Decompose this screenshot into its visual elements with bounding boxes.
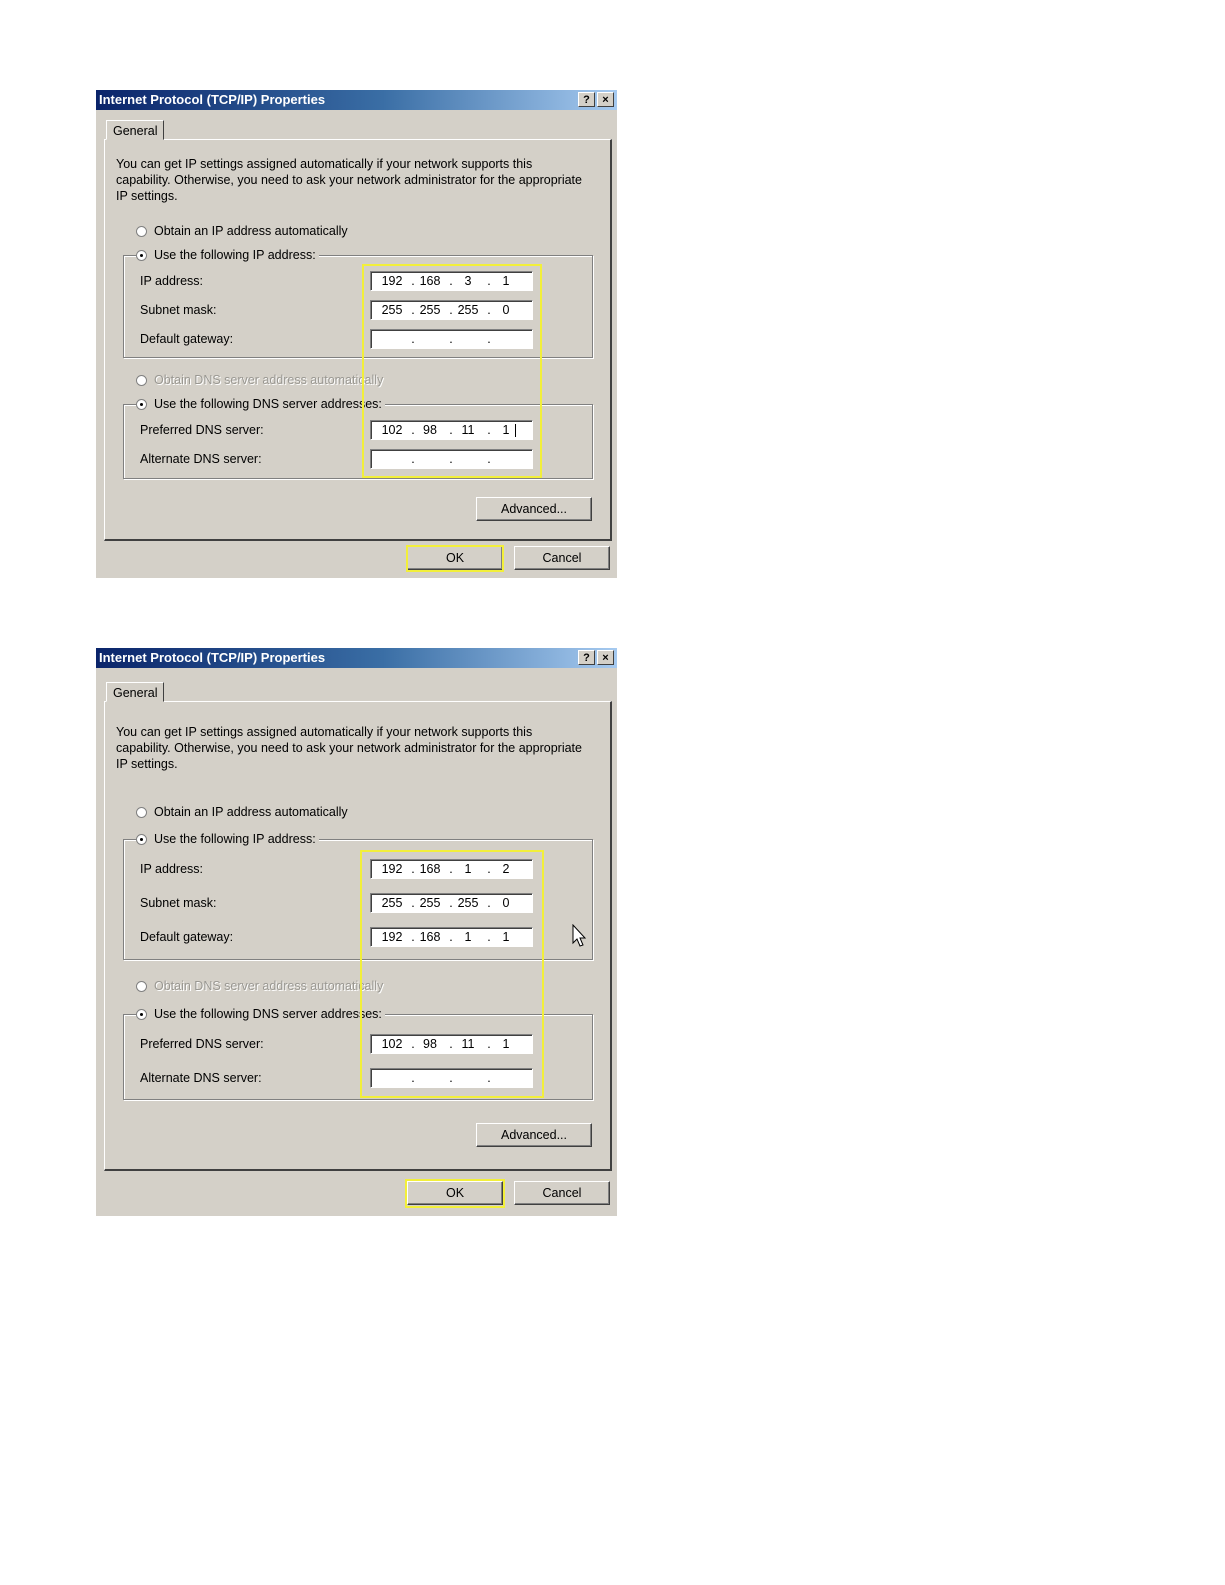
ip-octet-field[interactable]: 192 xyxy=(381,274,403,288)
ip-octet-separator: . xyxy=(487,274,491,288)
radio-use-dns-label: Use the following DNS server addresses: xyxy=(154,1007,382,1021)
radio-use-ip-icon xyxy=(136,250,147,261)
default-gateway-input[interactable] xyxy=(370,329,533,349)
ip-octet-separator: . xyxy=(487,1071,491,1085)
radio-use-ip-icon xyxy=(136,834,147,845)
help-button[interactable]: ? xyxy=(578,92,595,107)
ip-octet-separator: . xyxy=(449,303,453,317)
radio-obtain-ip-label: Obtain an IP address automatically xyxy=(154,224,348,238)
radio-use-dns[interactable] xyxy=(136,395,385,413)
ip-octet-field[interactable]: 255 xyxy=(457,896,479,910)
ip-octet-separator: . xyxy=(411,1037,415,1051)
ip-octet-separator: . xyxy=(487,452,491,466)
default-gateway-label: Default gateway: xyxy=(140,332,234,346)
radio-use-ip[interactable] xyxy=(136,830,319,848)
radio-use-dns-icon xyxy=(136,1009,147,1020)
tcpip-properties-dialog-1 xyxy=(96,90,617,578)
ip-octet-field[interactable]: 255 xyxy=(457,303,479,317)
help-button[interactable]: ? xyxy=(578,650,595,665)
ip-octet-field[interactable]: 168 xyxy=(419,862,441,876)
ip-octet-separator: . xyxy=(411,930,415,944)
ip-address-label: IP address: xyxy=(140,274,204,288)
ok-button[interactable]: OK xyxy=(407,1181,503,1205)
radio-obtain-dns-icon xyxy=(136,375,147,386)
dialog-title: Internet Protocol (TCP/IP) Properties xyxy=(99,92,326,107)
radio-obtain-ip-label: Obtain an IP address automatically xyxy=(154,805,348,819)
advanced-button[interactable]: Advanced... xyxy=(476,1123,592,1147)
ip-octet-separator: . xyxy=(411,1071,415,1085)
ok-button[interactable]: OK xyxy=(407,546,503,570)
alternate-dns-label: Alternate DNS server: xyxy=(140,1071,262,1085)
radio-obtain-ip[interactable] xyxy=(136,222,348,240)
dialog-title: Internet Protocol (TCP/IP) Properties xyxy=(99,650,326,665)
default-gateway-input[interactable] xyxy=(370,927,533,947)
tab-general[interactable]: General xyxy=(106,120,164,140)
text-caret xyxy=(515,424,516,437)
ip-octet-separator: . xyxy=(449,896,453,910)
ip-octet-separator: . xyxy=(449,452,453,466)
ip-octet-field[interactable]: 3 xyxy=(464,274,472,288)
subnet-mask-input[interactable] xyxy=(370,300,533,320)
ip-octet-separator: . xyxy=(449,862,453,876)
alternate-dns-input[interactable] xyxy=(370,449,533,469)
subnet-mask-label: Subnet mask: xyxy=(140,303,217,317)
ip-address-label: IP address: xyxy=(140,862,204,876)
preferred-dns-input[interactable] xyxy=(370,1034,533,1054)
close-button[interactable]: × xyxy=(597,92,614,107)
intro-text: You can get IP settings assigned automatically if your network supports this capability. Otherwise, you need to ask your network administrator for the appropriate IP settings. xyxy=(116,725,582,771)
ip-octet-field[interactable]: 2 xyxy=(502,862,510,876)
arrow-pointer-icon xyxy=(572,924,588,948)
ip-octet-field[interactable]: 102 xyxy=(381,1037,403,1051)
ip-octet-field[interactable]: 168 xyxy=(419,930,441,944)
ip-octet-separator: . xyxy=(411,274,415,288)
ip-octet-field[interactable]: 0 xyxy=(502,303,510,317)
ip-octet-field[interactable]: 168 xyxy=(419,274,441,288)
radio-obtain-dns-label: Obtain DNS server address automatically xyxy=(154,373,384,387)
intro-text: You can get IP settings assigned automatically if your network supports this capability. Otherwise, you need to ask your network administrator for the appropriate IP settings. xyxy=(116,157,582,203)
ip-octet-separator: . xyxy=(487,862,491,876)
ip-octet-field[interactable]: 255 xyxy=(419,303,441,317)
ip-octet-separator: . xyxy=(411,423,415,437)
ip-octet-field[interactable]: 98 xyxy=(423,1037,437,1051)
radio-obtain-ip-icon xyxy=(136,807,147,818)
ip-address-input[interactable] xyxy=(370,271,533,291)
ip-octet-separator: . xyxy=(411,896,415,910)
ip-octet-separator: . xyxy=(411,862,415,876)
ip-octet-field[interactable]: 11 xyxy=(461,423,475,437)
dialog-titlebar[interactable] xyxy=(96,648,617,668)
radio-obtain-dns-icon xyxy=(136,981,147,992)
ip-octet-field[interactable]: 0 xyxy=(502,896,510,910)
ip-octet-separator: . xyxy=(449,1037,453,1051)
radio-use-ip-label: Use the following IP address: xyxy=(154,248,316,262)
close-button[interactable]: × xyxy=(597,650,614,665)
ip-octet-separator: . xyxy=(487,896,491,910)
subnet-mask-input[interactable] xyxy=(370,893,533,913)
ip-octet-field[interactable]: 98 xyxy=(423,423,437,437)
ip-address-input[interactable] xyxy=(370,859,533,879)
radio-use-dns-label: Use the following DNS server addresses: xyxy=(154,397,382,411)
subnet-mask-label: Subnet mask: xyxy=(140,896,217,910)
ip-octet-separator: . xyxy=(449,930,453,944)
radio-use-dns[interactable] xyxy=(136,1005,385,1023)
ip-octet-separator: . xyxy=(449,274,453,288)
preferred-dns-label: Preferred DNS server: xyxy=(140,1037,264,1051)
ip-octet-field[interactable]: 255 xyxy=(381,896,403,910)
ip-octet-separator: . xyxy=(487,1037,491,1051)
ip-octet-field[interactable]: 1 xyxy=(464,862,472,876)
ip-octet-field[interactable]: 1 xyxy=(502,423,510,437)
preferred-dns-label: Preferred DNS server: xyxy=(140,423,264,437)
ip-octet-separator: . xyxy=(487,332,491,346)
alternate-dns-input[interactable] xyxy=(370,1068,533,1088)
ip-octet-separator: . xyxy=(411,452,415,466)
ip-octet-separator: . xyxy=(449,423,453,437)
ip-octet-field[interactable]: 192 xyxy=(381,862,403,876)
tab-general[interactable]: General xyxy=(106,682,164,702)
ip-octet-field[interactable]: 255 xyxy=(381,303,403,317)
ip-octet-field[interactable]: 1 xyxy=(502,274,510,288)
radio-obtain-ip[interactable] xyxy=(136,803,348,821)
ip-octet-field[interactable]: 192 xyxy=(381,930,403,944)
radio-obtain-ip-icon xyxy=(136,226,147,237)
ip-octet-separator: . xyxy=(411,303,415,317)
ip-octet-separator: . xyxy=(487,423,491,437)
radio-use-dns-icon xyxy=(136,399,147,410)
ip-octet-separator: . xyxy=(487,303,491,317)
ip-octet-separator: . xyxy=(411,332,415,346)
radio-obtain-dns[interactable] xyxy=(136,371,383,389)
cancel-button[interactable]: Cancel xyxy=(514,1181,610,1205)
alternate-dns-label: Alternate DNS server: xyxy=(140,452,262,466)
radio-use-ip-label: Use the following IP address: xyxy=(154,832,316,846)
default-gateway-label: Default gateway: xyxy=(140,930,234,944)
ip-octet-field[interactable]: 255 xyxy=(419,896,441,910)
radio-obtain-dns-label: Obtain DNS server address automatically xyxy=(154,979,384,993)
ip-octet-separator: . xyxy=(449,332,453,346)
ip-octet-separator: . xyxy=(449,1071,453,1085)
radio-obtain-dns[interactable] xyxy=(136,977,383,995)
ip-octet-field[interactable]: 102 xyxy=(381,423,403,437)
preferred-dns-input[interactable] xyxy=(370,420,533,440)
radio-use-ip[interactable] xyxy=(136,246,319,264)
advanced-button[interactable]: Advanced... xyxy=(476,497,592,521)
ip-octet-field[interactable]: 11 xyxy=(461,1037,475,1051)
ip-octet-field[interactable]: 1 xyxy=(502,930,510,944)
tcpip-properties-dialog-2 xyxy=(96,648,617,1216)
ip-octet-field[interactable]: 1 xyxy=(464,930,472,944)
dialog-titlebar[interactable] xyxy=(96,90,617,110)
ip-octet-field[interactable]: 1 xyxy=(502,1037,510,1051)
ip-octet-separator: . xyxy=(487,930,491,944)
cancel-button[interactable]: Cancel xyxy=(514,546,610,570)
